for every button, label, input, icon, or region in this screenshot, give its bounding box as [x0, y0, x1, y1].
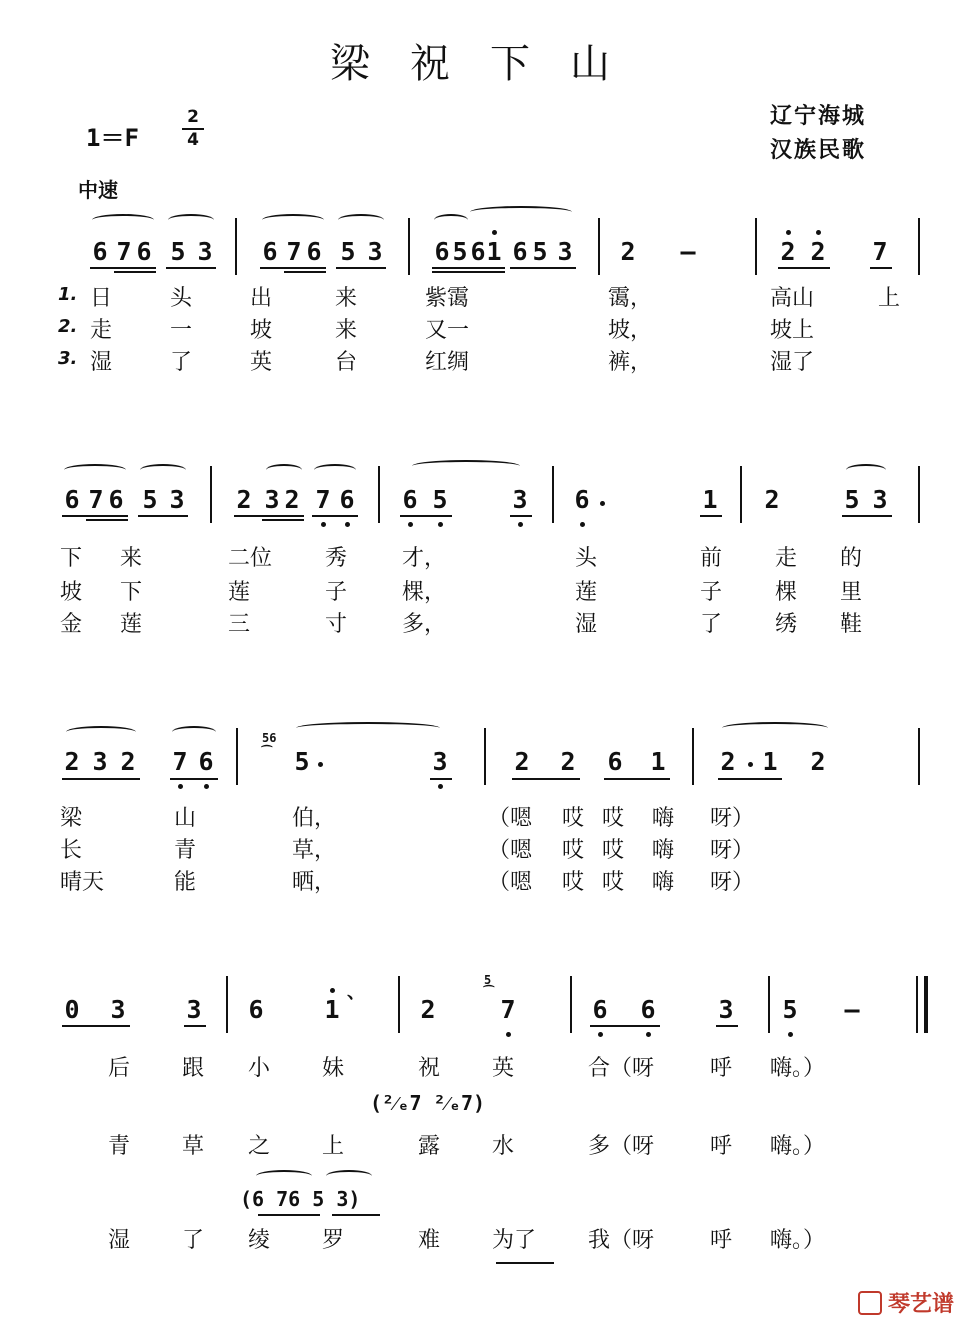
note: –: [680, 237, 696, 266]
note: 2: [64, 747, 80, 776]
octave-dot: [408, 522, 413, 527]
lyric-syllable: 山: [174, 806, 197, 831]
note: 3: [557, 237, 573, 266]
bar-line: [236, 728, 238, 785]
note: 3: [718, 995, 734, 1024]
lyric-syllable: 后: [108, 1056, 131, 1081]
lyric-syllable: 台: [335, 350, 358, 375]
lyric-syllable: 三: [228, 612, 251, 637]
note: 6: [402, 485, 418, 514]
bar-line: [598, 218, 600, 275]
lyric-syllable: 呀）: [710, 870, 755, 895]
lyric-syllable: （嗯: [488, 806, 533, 831]
lyric-syllable: 莲: [228, 580, 251, 605]
bar-line: [408, 218, 410, 275]
lyric-syllable: 高山: [770, 286, 815, 311]
note: 7: [172, 747, 188, 776]
lyric-syllable: 的: [840, 546, 863, 571]
lyric-syllable: 嗨: [652, 838, 675, 863]
beam: [166, 267, 216, 269]
verse-number-2: 2.: [58, 316, 78, 337]
meter-top: 2: [187, 107, 199, 127]
beam: [170, 778, 218, 780]
note: 6: [262, 237, 278, 266]
lyric-syllable: 走: [775, 546, 798, 571]
note: 6: [136, 237, 152, 266]
lyric-syllable: 里: [840, 580, 863, 605]
octave-dot: [345, 522, 350, 527]
lyric-syllable: 多，: [402, 612, 447, 637]
note: 2: [764, 485, 780, 514]
lyric-syllable: 了: [170, 350, 193, 375]
origin-genre: 汉族民歌: [770, 138, 867, 163]
note: 7: [286, 237, 302, 266]
lyric-syllable: 霭，: [608, 286, 653, 311]
lyric-syllable: 嗨: [652, 806, 675, 831]
alternate-notes: (²⁄ₑ7 ²⁄ₑ7): [370, 1091, 486, 1115]
note: 3: [367, 237, 383, 266]
song-title: 梁祝下山: [330, 41, 650, 87]
lyric-syllable: 头: [170, 286, 193, 311]
beam: [590, 1025, 660, 1027]
note: 7: [116, 237, 132, 266]
lyric-syllable: 下: [120, 580, 143, 605]
bar-line: [755, 218, 757, 275]
octave-dot: [506, 1032, 511, 1037]
lyric-syllable: 子: [325, 580, 348, 605]
octave-dot: [321, 522, 326, 527]
verse-number-3: 3.: [58, 348, 78, 369]
note: 7: [500, 995, 516, 1024]
lyric-syllable: 呼: [710, 1056, 733, 1081]
lyric-syllable: 罗: [322, 1228, 345, 1253]
note: 1: [486, 237, 502, 266]
lyric-syllable: 哎: [602, 806, 625, 831]
slur: [266, 464, 302, 476]
lyric-syllable: （嗯: [488, 870, 533, 895]
lyric-syllable: 合（呀: [588, 1056, 655, 1081]
lyric-syllable: 嗨。）: [770, 1228, 826, 1253]
lyric-syllable: 一: [170, 318, 193, 343]
beam: [90, 267, 156, 269]
beam: [430, 778, 452, 780]
lyric-syllable: 哎: [602, 870, 625, 895]
beam: [778, 267, 830, 269]
bar-line: [918, 218, 920, 275]
bar-line: [924, 976, 928, 1033]
note: 5: [782, 995, 798, 1024]
lyric-syllable: 莲: [575, 580, 598, 605]
bar-line: [226, 976, 228, 1033]
lyric-syllable: 子: [700, 580, 723, 605]
note: 6: [306, 237, 322, 266]
octave-dot: [518, 522, 523, 527]
note: 1: [324, 995, 340, 1024]
note: 6: [198, 747, 214, 776]
lyric-syllable: 来: [335, 318, 358, 343]
lyric-syllable: 之: [248, 1134, 271, 1159]
slur: [338, 214, 384, 226]
note: 0: [64, 995, 80, 1024]
lyric-syllable: 了: [700, 612, 723, 637]
note: 2: [236, 485, 252, 514]
lyric-syllable: 跟: [182, 1056, 205, 1081]
beam: [870, 267, 892, 269]
lyric-syllable: 红绸: [425, 350, 470, 375]
lyric-syllable: 哎: [562, 838, 585, 863]
lyric-syllable: 妹: [322, 1056, 345, 1081]
lyric-syllable: 青: [174, 838, 197, 863]
octave-dot: [598, 1032, 603, 1037]
octave-dot: [816, 230, 821, 235]
lyric-syllable: 草: [182, 1134, 205, 1159]
note: 6: [512, 237, 528, 266]
note: 5: [452, 237, 468, 266]
note: 6: [607, 747, 623, 776]
lyric-syllable: 出: [250, 286, 273, 311]
beam: [262, 519, 304, 521]
bar-line: [918, 466, 920, 523]
beam: [312, 515, 358, 517]
note: 6: [470, 237, 486, 266]
note: 5: [142, 485, 158, 514]
note: 2: [720, 747, 736, 776]
lyric-syllable: 走: [90, 318, 113, 343]
logo-icon: [858, 1291, 882, 1315]
beam: [284, 271, 326, 273]
lyric-syllable: 湿: [90, 350, 113, 375]
note: 3: [110, 995, 126, 1024]
slur: [326, 1170, 372, 1182]
bar-line: [768, 976, 770, 1033]
meter-bottom: 4: [187, 130, 199, 150]
note: 3: [512, 485, 528, 514]
lyric-syllable: 绣: [775, 612, 798, 637]
beam: [718, 778, 782, 780]
slur: [846, 464, 886, 476]
lyric-syllable: 草，: [292, 838, 337, 863]
lyric-syllable: 为了: [492, 1228, 537, 1253]
note: 3: [197, 237, 213, 266]
note: 5: [340, 237, 356, 266]
lyric-syllable: 嗨。）: [770, 1056, 826, 1081]
lyric-syllable: 多（呀: [588, 1134, 655, 1159]
augmentation-dot: [318, 762, 323, 767]
note: 5: [532, 237, 548, 266]
lyric-syllable: 坡: [250, 318, 273, 343]
lyric-syllable: 呼: [710, 1228, 733, 1253]
grace-notes: 5: [484, 973, 492, 987]
beam: [432, 271, 505, 273]
lyric-syllable: 嗨: [652, 870, 675, 895]
slur: [140, 464, 186, 476]
lyric-syllable: 湿: [108, 1228, 131, 1253]
watermark-text: 琴艺谱: [888, 1292, 955, 1317]
lyric-syllable: 日: [90, 286, 113, 311]
lyric-syllable: 祝: [418, 1056, 441, 1081]
beam: [138, 515, 188, 517]
note: 7: [315, 485, 331, 514]
octave-dot: [178, 784, 183, 789]
beam: [842, 515, 892, 517]
lyric-syllable: 了: [182, 1228, 205, 1253]
grace-notes: 56: [262, 731, 277, 745]
alternate-notes: (6 76 5 3): [240, 1187, 361, 1211]
beam: [604, 778, 670, 780]
lyric-syllable: 棵，: [402, 580, 447, 605]
note: 6: [592, 995, 608, 1024]
lyric-syllable: 莲: [120, 612, 143, 637]
slur: [314, 464, 356, 476]
lyric-syllable: 来: [120, 546, 143, 571]
key-signature: 1＝F: [86, 124, 139, 152]
slur: [470, 206, 572, 218]
slur: [168, 214, 214, 226]
grace-notes: ⁀: [262, 745, 272, 759]
octave-dot: [438, 522, 443, 527]
lyric-syllable: 长: [60, 838, 83, 863]
beam: [336, 267, 386, 269]
bar-line: [484, 728, 486, 785]
note: 6: [640, 995, 656, 1024]
lyric-syllable: 水: [492, 1134, 515, 1159]
note: 6: [574, 485, 590, 514]
lyric-syllable: 哎: [562, 806, 585, 831]
beam: [184, 1025, 206, 1027]
bar-line: [692, 728, 694, 785]
note: 3: [264, 485, 280, 514]
note: 2: [810, 747, 826, 776]
beam: [716, 1025, 738, 1027]
time-signature: [182, 108, 204, 150]
lyric-syllable: （嗯: [488, 838, 533, 863]
beam: [510, 267, 576, 269]
lyric-syllable: 湿: [575, 612, 598, 637]
note: 5: [844, 485, 860, 514]
grace-notes: ⁀: [484, 985, 494, 999]
note: 3: [169, 485, 185, 514]
note: 6: [339, 485, 355, 514]
bar-line: [916, 976, 918, 1033]
octave-dot: [492, 230, 497, 235]
note: 6: [64, 485, 80, 514]
lyric-syllable: 能: [174, 870, 197, 895]
lyric-syllable: 呀）: [710, 838, 755, 863]
origin-region: 辽宁海城: [770, 104, 867, 129]
note: 2: [810, 237, 826, 266]
lyric-syllable: 伯，: [292, 806, 337, 831]
note: –: [844, 995, 860, 1024]
octave-dot: [438, 784, 443, 789]
song-origin: [770, 100, 866, 168]
lyric-syllable: 绫: [248, 1228, 271, 1253]
note: 6: [92, 237, 108, 266]
lyric-syllable: 青: [108, 1134, 131, 1159]
augmentation-dot: [600, 501, 605, 506]
octave-dot: [788, 1032, 793, 1037]
lyric-syllable: 二位: [228, 546, 273, 571]
lyric-syllable: 寸: [325, 612, 348, 637]
lyric-syllable: 坡，: [608, 318, 653, 343]
lyric-syllable: 哎: [562, 870, 585, 895]
note: 2: [514, 747, 530, 776]
lyric-syllable: 金: [60, 612, 83, 637]
lyric-syllable: 哎: [602, 838, 625, 863]
note: 2: [120, 747, 136, 776]
bar-line: [235, 218, 237, 275]
lyric-syllable: 头: [575, 546, 598, 571]
beam: [512, 778, 580, 780]
augmentation-dot: [748, 762, 753, 767]
lyric-syllable: 露: [418, 1134, 441, 1159]
lyric-syllable: 前: [700, 546, 723, 571]
slur: [64, 464, 126, 476]
note: 1: [702, 485, 718, 514]
bar-line: [398, 976, 400, 1033]
octave-dot: [330, 988, 335, 993]
beam: [510, 515, 532, 517]
lyric-syllable: 坡: [60, 580, 83, 605]
slur: [66, 726, 136, 738]
lyric-syllable: 坡上: [770, 318, 815, 343]
note: 2: [420, 995, 436, 1024]
note: 5: [170, 237, 186, 266]
slur: [92, 214, 154, 226]
note: 3: [432, 747, 448, 776]
lyric-syllable: 上: [878, 286, 901, 311]
octave-dot: [786, 230, 791, 235]
bar-line: [552, 466, 554, 523]
lyric-syllable: 梁: [60, 806, 83, 831]
note: 2: [620, 237, 636, 266]
note: 5: [432, 485, 448, 514]
lyric-syllable: 紫霭: [425, 286, 470, 311]
slur: [172, 726, 216, 738]
lyric-syllable: 棵: [775, 580, 798, 605]
beam: [332, 1214, 380, 1216]
slur: [296, 722, 440, 734]
bar-line: [210, 466, 212, 523]
bar-line: [740, 466, 742, 523]
lyric-syllable: 英: [492, 1056, 515, 1081]
lyric-syllable: 才，: [402, 546, 447, 571]
beam: [62, 778, 140, 780]
note: 2: [560, 747, 576, 776]
note: 3: [872, 485, 888, 514]
lyric-syllable: 鞋: [840, 612, 863, 637]
beam: [234, 515, 304, 517]
lyric-syllable: 难: [418, 1228, 441, 1253]
note: 6: [248, 995, 264, 1024]
lyric-syllable: 上: [322, 1134, 345, 1159]
note: 7: [872, 237, 888, 266]
lyric-syllable: 呼: [710, 1134, 733, 1159]
lyric-syllable: 秀: [325, 546, 348, 571]
slur: [434, 214, 468, 226]
note: 1: [650, 747, 666, 776]
lyric-syllable: 下: [60, 546, 83, 571]
note: 7: [88, 485, 104, 514]
beam: [114, 271, 156, 273]
lyric-syllable: 呀）: [710, 806, 755, 831]
beam: [496, 1262, 554, 1264]
octave-dot: [646, 1032, 651, 1037]
lyric-syllable: 湿了: [770, 350, 815, 375]
note: 6: [108, 485, 124, 514]
note: 1: [762, 747, 778, 776]
octave-dot: [204, 784, 209, 789]
lyric-syllable: 我（呀: [588, 1228, 655, 1253]
breath-mark: 、: [347, 982, 365, 1003]
tempo-marking: 中速: [78, 178, 118, 202]
beam: [86, 519, 128, 521]
beam: [432, 267, 505, 269]
verse-number-1: 1.: [58, 284, 78, 305]
lyric-syllable: 小: [248, 1056, 271, 1081]
beam: [62, 1025, 130, 1027]
lyric-syllable: 来: [335, 286, 358, 311]
note: 3: [186, 995, 202, 1024]
beam: [260, 267, 326, 269]
note: 2: [284, 485, 300, 514]
note: 3: [92, 747, 108, 776]
beam: [400, 515, 452, 517]
lyric-syllable: 晴天: [60, 870, 105, 895]
lyric-syllable: 又一: [425, 318, 470, 343]
beam: [700, 515, 722, 517]
lyric-syllable: 裤，: [608, 350, 653, 375]
watermark: [858, 1287, 954, 1318]
bar-line: [570, 976, 572, 1033]
beam: [62, 515, 128, 517]
slur: [722, 722, 828, 734]
slur: [262, 214, 324, 226]
note: 5: [294, 747, 310, 776]
slur: [256, 1170, 312, 1182]
lyric-syllable: 英: [250, 350, 273, 375]
beam: [258, 1214, 320, 1216]
octave-dot: [580, 522, 585, 527]
note: 6: [434, 237, 450, 266]
lyric-syllable: 晒，: [292, 870, 337, 895]
slur: [412, 460, 520, 472]
bar-line: [378, 466, 380, 523]
lyric-syllable: 嗨。）: [770, 1134, 826, 1159]
bar-line: [918, 728, 920, 785]
note: 2: [780, 237, 796, 266]
